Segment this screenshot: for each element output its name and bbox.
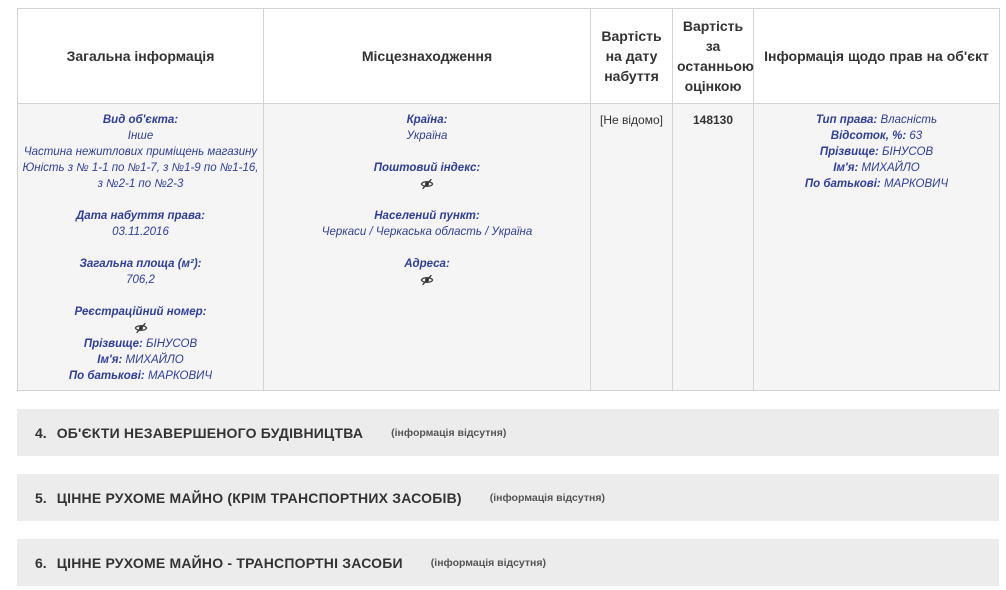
name-label: Ім'я: (97, 354, 123, 366)
section-title: ЦІННЕ РУХОМЕ МАЙНО (КРІМ ТРАНСПОРТНИХ ЗАСОБІВ) (56, 489, 462, 506)
header-location: Місцезнаходження (264, 9, 591, 104)
header-cost-acquisition: Вартість на дату набуття (591, 9, 673, 104)
reg-number-label: Реєстраційний номер: (74, 306, 207, 318)
cost-valuation-value: 148130 (692, 113, 734, 127)
table-row (18, 104, 1000, 391)
acquisition-date-value: 03.11.2016 (112, 226, 169, 238)
section-number: 5. (35, 489, 47, 506)
surname-label: Прізвище: (83, 338, 143, 350)
right-type-label: Тип права: (815, 114, 878, 126)
patronymic-label: По батькові: (68, 370, 145, 382)
section-valuable-movables[interactable] (17, 474, 999, 521)
cell-cost-acquisition (591, 104, 673, 391)
acquisition-date-label: Дата набуття права: (76, 210, 205, 222)
rights-name-label: Ім'я: (833, 162, 859, 174)
eye-slash-icon (134, 321, 148, 335)
area-value: 706,2 (126, 274, 155, 286)
header-general-info: Загальна інформація (18, 9, 264, 104)
section-note: (інформація відсутня) (489, 491, 605, 504)
header-rights-info: Інформація щодо прав на об'єкт (754, 9, 1000, 104)
country-label: Країна: (406, 114, 448, 126)
real-estate-table (17, 8, 1000, 391)
cell-location (264, 104, 591, 391)
section-title: ОБ'ЄКТИ НЕЗАВЕРШЕНОГО БУДІВНИЦТВА (56, 424, 364, 441)
section-note: (інформація відсутня) (391, 426, 507, 439)
cost-acquisition-value: [Не відомо] (600, 113, 663, 127)
cell-rights-info (754, 104, 1000, 391)
rights-patronymic-label: По батькові: (804, 178, 881, 190)
right-type-value: Власність (880, 114, 938, 126)
rights-surname-value: БІНУСОВ (882, 146, 934, 158)
name-value: МИХАЙЛО (125, 354, 184, 366)
asset-table-wrapper (17, 8, 999, 391)
section-unfinished-construction[interactable] (17, 409, 999, 456)
country-value: Україна (406, 130, 448, 142)
cell-cost-valuation (673, 104, 754, 391)
object-type-value: Інше (127, 130, 154, 142)
section-title: ЦІННЕ РУХОМЕ МАЙНО - ТРАНСПОРТНІ ЗАСОБИ (56, 554, 403, 571)
settlement-value: Черкаси / Черкаська область / Україна (321, 226, 533, 238)
address-label: Адреса: (404, 258, 450, 270)
postal-code-label: Поштовий індекс: (373, 162, 481, 174)
table-header-row (18, 9, 1000, 104)
rights-patronymic-value: МАРКОВИЧ (883, 178, 949, 190)
section-vehicles[interactable] (17, 539, 999, 586)
eye-slash-icon (420, 273, 434, 287)
rights-surname-label: Прізвище: (819, 146, 879, 158)
percent-label: Відсоток, %: (830, 130, 907, 142)
object-type-label: Вид об'єкта: (102, 114, 179, 126)
surname-value: БІНУСОВ (146, 338, 198, 350)
eye-slash-icon (420, 177, 434, 191)
header-cost-valuation: Вартість за останньою оцінкою (673, 9, 754, 104)
patronymic-value: МАРКОВИЧ (147, 370, 213, 382)
area-label: Загальна площа (м²): (79, 258, 202, 270)
section-number: 4. (35, 424, 47, 441)
settlement-label: Населений пункт: (374, 210, 480, 222)
section-number: 6. (35, 554, 47, 571)
cell-general-info (18, 104, 264, 391)
section-note: (інформація відсутня) (430, 556, 546, 569)
rights-name-value: МИХАЙЛО (861, 162, 920, 174)
percent-value: 63 (909, 130, 923, 142)
object-description: Частина нежитлових приміщень магазину Юність з № 1-1 по №1-7, з №1-9 по №1-16, з №2-1 по №2-3 (22, 146, 259, 190)
